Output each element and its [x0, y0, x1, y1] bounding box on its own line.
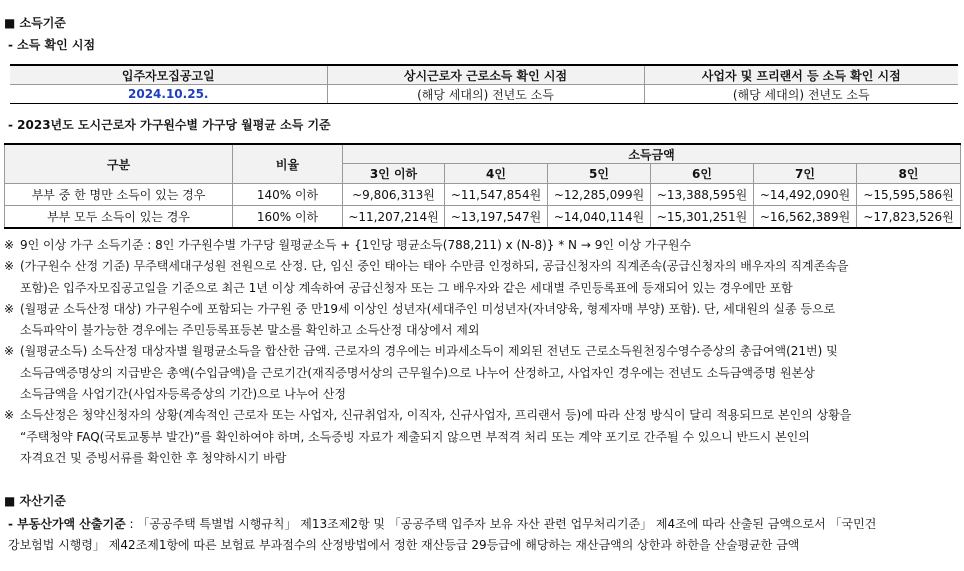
- assets-section-title: ■ 자산기준: [4, 494, 66, 508]
- table-cell: ~11,547,854원: [445, 184, 548, 206]
- table-header: 입주자모집공고일: [10, 65, 327, 85]
- note-item: [4, 341, 960, 405]
- note-line: 소득금액증명상의 지급받은 총액(수입금액)을 근로기간(재직증명서상의 근무월수)으로 나누어 산정하고, 사업자인 경우에는 전년도 소득금액증명 원본상: [20, 365, 815, 380]
- note-line: 소득파악이 불가능한 경우에는 주민등록표등본 말소를 확인하고 소득산정 대상에서 제외: [20, 323, 480, 338]
- note-line: (월평균 소득산정 대상) 가구원수에 포함되는 가구원 중 만19세 이상인 성년자(세대주인 미성년자(자녀양육, 형제자매 부양) 포함). 단, 세대원의 실종 등으로: [20, 301, 836, 316]
- note-line: “주택청약 FAQ(국토교통부 발간)”를 확인하여야 하며, 소득증빙 자료가 제출되지 않으면 부적격 처리 또는 계약 포기로 간주될 수 있으니 반드시 본인의: [20, 429, 810, 444]
- income-notes: [4, 235, 960, 469]
- header-amount: 소득금액: [343, 144, 961, 164]
- note-item: [4, 405, 960, 469]
- announcement-date: 2024.10.25.: [10, 85, 327, 104]
- note-mark: ※: [4, 259, 15, 274]
- table-cell: ~12,285,099원: [548, 184, 651, 206]
- land-value-criteria: [8, 514, 960, 557]
- note-line: 소득금액을 사업기간(사업자등록증상의 기간)으로 나누어 산정: [20, 387, 347, 402]
- table-cell: ~14,492,090원: [754, 184, 857, 206]
- household-size-header: 7인: [754, 164, 857, 184]
- table-row: [10, 85, 958, 104]
- header-ratio: 비율: [233, 144, 343, 184]
- note-line: 9인 이상 가구 소득기준 : 8인 가구원수별 가구당 월평균소득 + {1인당 평균소득(788,211) x (N-8)} * N → 9인 이상 가구원수: [20, 238, 692, 252]
- note-item: [4, 235, 960, 256]
- table-cell: (해당 세대의) 전년도 소득: [644, 85, 958, 104]
- table-cell: ~16,562,389원: [754, 206, 857, 229]
- note-line: 소득산정은 청약신청자의 상황(계속적인 근로자 또는 사업자, 신규취업자, 이직자, 신규사업자, 프리랜서 등)에 따라 산정 방식이 달리 적용되므로 본인의 상황을: [20, 408, 852, 423]
- row-label: 부부 중 한 명만 소득이 있는 경우: [5, 184, 233, 206]
- table-row: [5, 184, 961, 206]
- table-cell: ~9,806,313원: [343, 184, 445, 206]
- household-size-header: 8인: [857, 164, 961, 184]
- table-row: [5, 206, 961, 229]
- note-mark: ※: [4, 238, 15, 252]
- income-section-title: ■ 소득기준: [4, 16, 66, 30]
- note-line: 자격요건 및 증빙서류를 확인한 후 청약하시기 바람: [20, 450, 287, 465]
- table-cell: ~14,040,114원: [548, 206, 651, 229]
- household-size-header: 4인: [445, 164, 548, 184]
- table-header: 상시근로자 근로소득 확인 시점: [327, 65, 644, 85]
- household-size-header: 3인 이하: [343, 164, 445, 184]
- table-cell: ~17,823,526원: [857, 206, 961, 229]
- table-cell: (해당 세대의) 전년도 소득: [327, 85, 644, 104]
- note-line: (월평균소득) 소득산정 대상자별 월평균소득을 합산한 금액. 근로자의 경우에는 비과세소득이 제외된 전년도 근로소득원천징수영수증상의 총급여액(21번) 및: [20, 344, 838, 359]
- table-cell: ~11,207,214원: [343, 206, 445, 229]
- income-check-title: - 소득 확인 시점: [8, 38, 96, 52]
- note-line: 포함)은 입주자모집공고일을 기준으로 최근 1년 이상 계속하여 공급신청자 또는 그 배우자와 같은 세대별 주민등록표에 등재되어 있는 경우에만 포함: [20, 280, 793, 295]
- note-line: (가구원수 산정 기준) 무주택세대구성원 전원으로 산정. 단, 임신 중인 태아는 태아 수만큼 인정하되, 공급신청자의 직계존속(공급신청자의 배우자의 직계존속을: [20, 259, 849, 274]
- table-cell: ~15,301,251원: [651, 206, 754, 229]
- table-cell: ~15,595,586원: [857, 184, 961, 206]
- row-ratio: 140% 이하: [233, 184, 343, 206]
- table-cell: ~13,388,595원: [651, 184, 754, 206]
- note-mark: ※: [4, 408, 15, 423]
- avg-income-title: - 2023년도 도시근로자 가구원수별 가구당 월평균 소득 기준: [8, 118, 331, 132]
- header-category: 구분: [5, 144, 233, 184]
- household-size-header: 5인: [548, 164, 651, 184]
- note-mark: ※: [4, 301, 15, 316]
- household-size-header: 6인: [651, 164, 754, 184]
- row-label: 부부 모두 소득이 있는 경우: [5, 206, 233, 229]
- row-ratio: 160% 이하: [233, 206, 343, 229]
- land-value-label: - 부동산가액 산출기준: [8, 517, 126, 531]
- note-item: [4, 256, 960, 299]
- income-check-table: [10, 64, 958, 104]
- note-item: [4, 299, 960, 342]
- land-value-text: : 「공공주택 특별법 시행규칙」 제13조제2항 및 「공공주택 입주자 보유 자산 관련 업무처리기준」 제4조에 따라 산출된 금액으로서 「국민건: [125, 517, 877, 531]
- note-mark: ※: [4, 344, 15, 359]
- table-header: 사업자 및 프리랜서 등 소득 확인 시점: [644, 65, 958, 85]
- avg-income-table: [4, 143, 961, 229]
- table-cell: ~13,197,547원: [445, 206, 548, 229]
- land-value-text: 강보험법 시행령」 제42조제1항에 따른 보험료 부과점수의 산정방법에서 정한 재산등급 29등급에 해당하는 재산금액의 상한과 하한을 산술평균한 금액: [8, 538, 800, 553]
